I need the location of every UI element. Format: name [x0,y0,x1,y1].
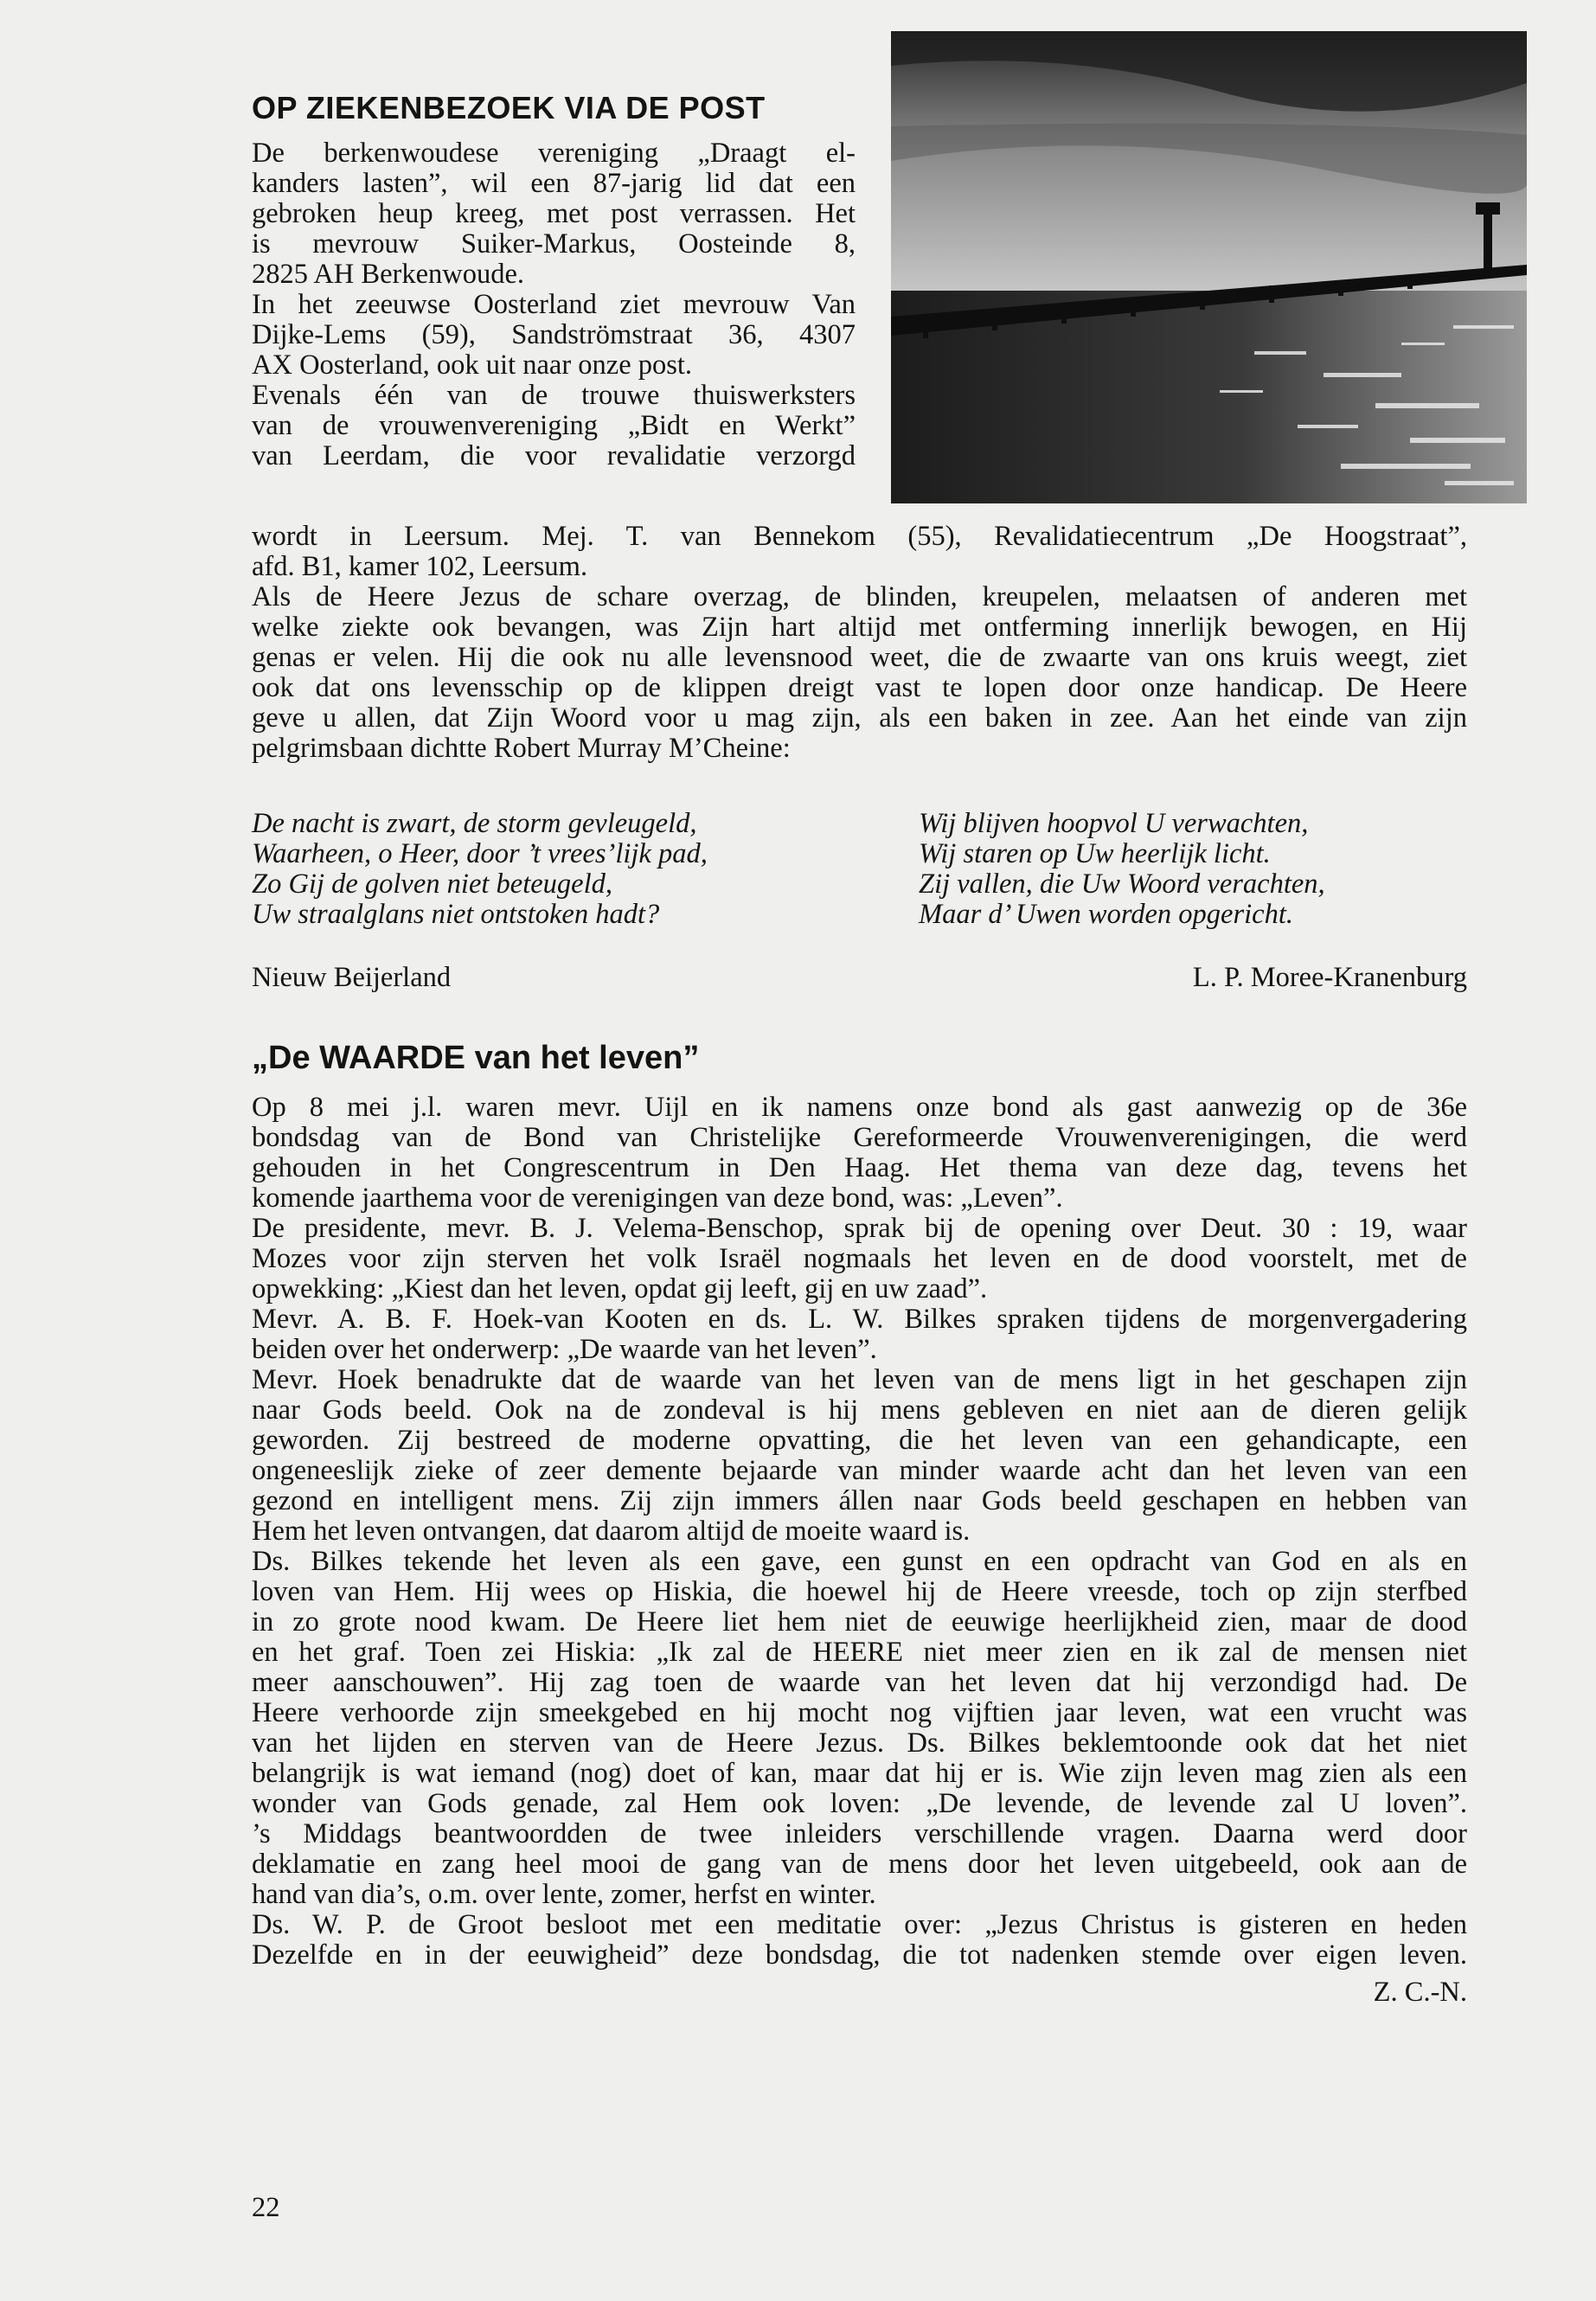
text-line: bondsdag van de Bond van Christelijke Gereformeerde Vrouwenverenigingen, die werd [252,1122,1467,1153]
text-line: genas er velen. Hij die ook nu alle levensnood weet, die de zwaarte van ons kruis weegt, ziet [252,642,1467,673]
place-name: Nieuw Beijerland [252,962,452,993]
text-line: gehouden in het Congrescentrum in Den Haag. Het thema van deze dag, tevens het [252,1152,1467,1183]
text-line: naar Gods beeld. Ook na de zondeval is hij mens gebleven en niet aan de dieren gelijk [252,1394,1467,1426]
article-intro [252,138,856,471]
poem-line: Zij vallen, die Uw Woord verachten, [919,868,1325,900]
sea-pier-photo [891,31,1527,503]
text-line: gebroken heup kreeg, met post verrassen. Het [252,198,856,229]
text-line: pelgrimsbaan dichtte Robert Murray M’Cheine: [252,733,791,764]
text-line: Dezelfde en in der eeuwigheid” deze bondsdag, die tot nadenken stemde over eigen leven. [252,1939,1467,1971]
text-line: gezond en intelligent mens. Zij zijn immers állen naar Gods beeld geschapen en hebben van [252,1485,1467,1516]
text-line: Op 8 mei j.l. waren mevr. Uijl en ik namens onze bond als gast aanwezig op de 36e [252,1092,1467,1123]
text-line: wordt in Leersum. Mej. T. van Bennekom (55), Revalidatiecentrum „De Hoogstraat”, [252,521,1467,552]
article-body [252,1093,1467,1971]
text-line: kanders lasten”, wil een 87-jarig lid dat een [252,168,856,199]
text-line: geworden. Zij bestreed de moderne opvatting, die het leven van een gehandicapte, een [252,1425,1467,1456]
poem-line: Waarheen, o Heer, door ’t vrees’lijk pad, [252,838,708,869]
text-line: van het lijden en sterven van de Heere Jezus. Ds. Bilkes beklemtoonde ook dat het niet [252,1727,1467,1759]
poem-line: Wij blijven hoopvol U verwachten, [919,808,1309,839]
text-line: in zo grote nood kwam. De Heere liet hem niet de eeuwige heerlijkheid zien, maar de dood [252,1606,1467,1638]
text-line: ’s Middags beantwoordden de twee inleiders verschillende vragen. Daarna werd door [252,1818,1467,1849]
article-body [252,522,1467,764]
text-line: Ds. W. P. de Groot besloot met een meditatie over: „Jezus Christus is gisteren en heden [252,1909,1467,1940]
text-line: hand van dia’s, o.m. over lente, zomer, herfst en winter. [252,1879,876,1910]
text-line: belangrijk is wat iemand (nog) doet of kan, maar dat hij er is. Wie zijn leven mag zien als een [252,1758,1467,1789]
poem-line: Zo Gij de golven niet beteugeld, [252,868,612,900]
poem-line: De nacht is zwart, de storm gevleugeld, [252,808,697,839]
text-line: Als de Heere Jezus de schare overzag, de blinden, kreupelen, melaatsen of anderen met [252,581,1467,612]
poem-right-stanza [919,809,1325,930]
text-line: Heere verhoorde zijn smeekgebed en hij mocht nog vijftien jaar leven, wat een vrucht was [252,1697,1467,1728]
text-line: ongeneeslijk zieke of zeer demente bejaarde van minder waarde acht dan het leven van een [252,1455,1467,1486]
poem-line: Uw straalglans niet ontstoken hadt? [252,899,660,930]
text-line: afd. B1, kamer 102, Leersum. [252,551,588,582]
text-line: Dijke-Lems (59), Sandströmstraat 36, 4307 [252,319,856,350]
text-line: Evenals één van de trouwe thuiswerksters [252,380,856,411]
text-line: Mozes voor zijn sterven het volk Israël nogmaals het leven en de dood voorstelt, met de [252,1243,1467,1274]
text-line: loven van Hem. Hij wees op Hiskia, die hoewel hij de Heere vreesde, toch op zijn sterfbed [252,1576,1467,1607]
poem-line: Wij staren op Uw heerlijk licht. [919,838,1271,869]
text-line: AX Oosterland, ook uit naar onze post. [252,349,693,381]
text-line: en het graf. Toen zei Hiskia: „Ik zal de HEERE niet meer zien en ik zal de mensen niet [252,1637,1467,1668]
poem-line: Maar d’ Uwen worden opgericht. [919,899,1293,930]
text-line: komende jaarthema voor de verenigingen van deze bond, was: „Leven”. [252,1183,1063,1214]
text-line: is mevrouw Suiker-Markus, Oosteinde 8, [252,228,856,260]
article-heading: OP ZIEKENBEZOEK VIA DE POST [252,90,766,125]
author-signature: Z. C.-N. [1373,1977,1467,2008]
text-line: deklamatie en zang heel mooi de gang van de mens door het leven uitgebeeld, ook aan de [252,1849,1467,1880]
text-line: In het zeeuwse Oosterland ziet mevrouw Van [252,289,856,320]
text-line: Hem het leven ontvangen, dat daarom altijd de moeite waard is. [252,1516,971,1547]
text-line: De presidente, mevr. B. J. Velema-Benschop, sprak bij de opening over Deut. 30 : 19, waar [252,1213,1467,1244]
text-line: wonder van Gods genade, zal Hem ook loven: „De levende, de levende zal U loven”. [252,1788,1467,1819]
text-line: welke ziekte ook bevangen, was Zijn hart altijd met ontferming innerlijk bewogen, en Hij [252,612,1467,643]
text-line: 2825 AH Berkenwoude. [252,259,525,290]
text-line: Mevr. A. B. F. Hoek-van Kooten en ds. L. W. Bilkes spraken tijdens de morgenvergadering [252,1304,1467,1335]
text-line: van de vrouwenvereniging „Bidt en Werkt” [252,410,856,441]
text-line: geve u allen, dat Zijn Woord voor u mag zijn, als een baken in zee. Aan het einde van zijn [252,702,1467,734]
text-line: Ds. Bilkes tekende het leven als een gave, een gunst en een opdracht van God en als en [252,1546,1467,1577]
poem-left-stanza [252,809,708,930]
text-line: De berkenwoudese vereniging „Draagt el- [252,138,856,169]
author-signature: L. P. Moree-Kranenburg [1192,962,1467,993]
text-line: beiden over het onderwerp: „De waarde van het leven”. [252,1334,877,1365]
text-line: meer aanschouwen”. Hij zag toen de waarde van het leven dat hij verzondigd had. De [252,1667,1467,1698]
text-line: opwekking: „Kiest dan het leven, opdat gij leeft, gij en uw zaad”. [252,1273,988,1304]
article-heading: „De WAARDE van het leven” [252,1040,700,1076]
text-line: ook dat ons levensschip op de klippen dreigt vast te lopen door onze handicap. De Heere [252,672,1467,703]
page-number: 22 [252,2192,280,2223]
text-line: van Leerdam, die voor revalidatie verzorgd [252,440,856,471]
text-line: Mevr. Hoek benadrukte dat de waarde van het leven van de mens ligt in het geschapen zijn [252,1364,1467,1395]
